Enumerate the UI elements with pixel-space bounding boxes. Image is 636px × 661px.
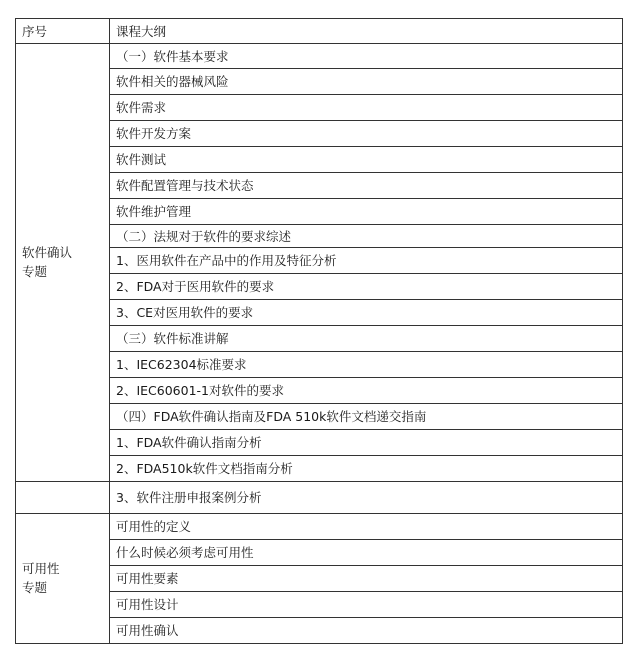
outline-item-cell: 2、IEC60601-1对软件的要求 (110, 378, 623, 404)
category-cell (16, 514, 110, 644)
table-body (16, 19, 623, 644)
category-label (22, 244, 109, 280)
category-label (22, 560, 109, 596)
outline-item-cell: 可用性设计 (110, 592, 623, 618)
outline-item-cell: 3、软件注册申报案例分析 (110, 482, 623, 514)
table-row (16, 514, 623, 540)
outline-item-cell: 可用性要素 (110, 566, 623, 592)
outline-item-cell: 软件相关的器械风险 (110, 69, 623, 95)
outline-item-cell: 软件开发方案 (110, 121, 623, 147)
category-cell (16, 44, 110, 482)
outline-item-cell: （四）FDA软件确认指南及FDA 510k软件文档递交指南 (110, 404, 623, 430)
outline-item-cell: （二）法规对于软件的要求综述 (110, 225, 623, 248)
outline-item-cell: 1、IEC62304标准要求 (110, 352, 623, 378)
outline-item-cell: 1、FDA软件确认指南分析 (110, 430, 623, 456)
category-cell (16, 482, 110, 514)
outline-item-cell: 软件维护管理 (110, 199, 623, 225)
outline-item-cell: 3、CE对医用软件的要求 (110, 300, 623, 326)
outline-item-cell: 软件测试 (110, 147, 623, 173)
outline-item-cell: 2、FDA510k软件文档指南分析 (110, 456, 623, 482)
outline-item-cell: 2、FDA对于医用软件的要求 (110, 274, 623, 300)
header-cell-index: 序号 (16, 19, 110, 44)
category-label-line: 软件确认 (22, 245, 73, 261)
category-label-line: 专题 (22, 263, 48, 279)
outline-item-cell: 1、医用软件在产品中的作用及特征分析 (110, 248, 623, 274)
header-row (16, 19, 623, 44)
outline-item-cell: 可用性的定义 (110, 514, 623, 540)
outline-item-cell: 软件需求 (110, 95, 623, 121)
outline-item-cell: 可用性确认 (110, 618, 623, 644)
category-label-line: 可用性 (22, 561, 60, 577)
outline-item-cell: 软件配置管理与技术状态 (110, 173, 623, 199)
table-row (16, 482, 623, 514)
table-row (16, 44, 623, 69)
outline-item-cell: 什么时候必须考虑可用性 (110, 540, 623, 566)
outline-item-cell: （三）软件标准讲解 (110, 326, 623, 352)
header-cell-outline: 课程大纲 (110, 19, 623, 44)
outline-item-cell: （一）软件基本要求 (110, 44, 623, 69)
category-label-line: 专题 (22, 579, 48, 595)
course-outline-table (15, 18, 623, 644)
